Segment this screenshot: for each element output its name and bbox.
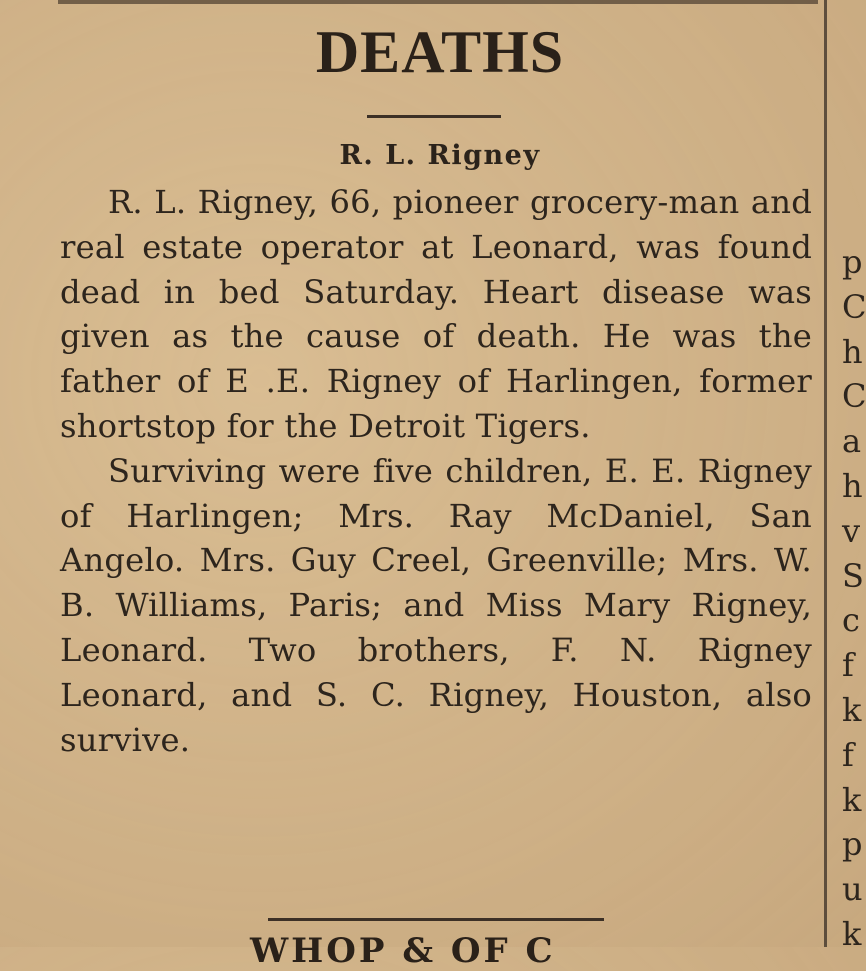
headline-rule: [367, 115, 501, 118]
article-end-rule: [268, 918, 604, 921]
column-divider-rule: [824, 0, 827, 947]
adjacent-letter: S: [842, 556, 864, 595]
adjacent-letter: v: [842, 511, 861, 550]
adjacent-letter: f: [842, 646, 854, 685]
adjacent-column-fragment: [842, 240, 866, 953]
adjacent-letter: c: [842, 601, 860, 640]
adjacent-letter: C: [842, 377, 866, 416]
adjacent-letter: k: [842, 914, 862, 953]
next-article-headline: WHOP & OF C: [250, 931, 556, 971]
section-headline: DEATHS: [315, 19, 565, 85]
adjacent-letter: k: [842, 780, 862, 819]
obituary-paragraph-2: Surviving were five children, E. E. Rigney of Harlingen; Mrs. Ray McDaniel, San Angelo. Mrs. Guy Creel, Greenville; Mrs. W. B. Williams, Paris; and Miss Mary Rigney, Leonard. Two brothers, F. N. Rigney Leonard, and S. C. Rigney, Houston, also survive.: [60, 451, 812, 759]
obituary-name: R. L. Rigney: [339, 140, 541, 171]
adjacent-letter: k: [842, 690, 862, 729]
adjacent-letter: h: [842, 332, 863, 371]
adjacent-letter: f: [842, 735, 854, 774]
adjacent-letter: p: [842, 243, 863, 281]
adjacent-letter: C: [842, 287, 866, 326]
adjacent-letter: p: [842, 825, 863, 864]
obituary-body: [60, 180, 812, 762]
adjacent-letter: u: [842, 870, 863, 909]
obituary-paragraph-1: R. L. Rigney, 66, pioneer grocery-man and real estate operator at Leonard, was found dead in bed Saturday. Heart disease was given as the cause of death. He was the father of E .E. Rigney of Harlingen, former shortstop for the Detroit Tigers.: [60, 183, 812, 445]
adjacent-letter: a: [842, 422, 862, 461]
top-column-rule: [58, 0, 818, 4]
adjacent-letter: h: [842, 466, 863, 505]
